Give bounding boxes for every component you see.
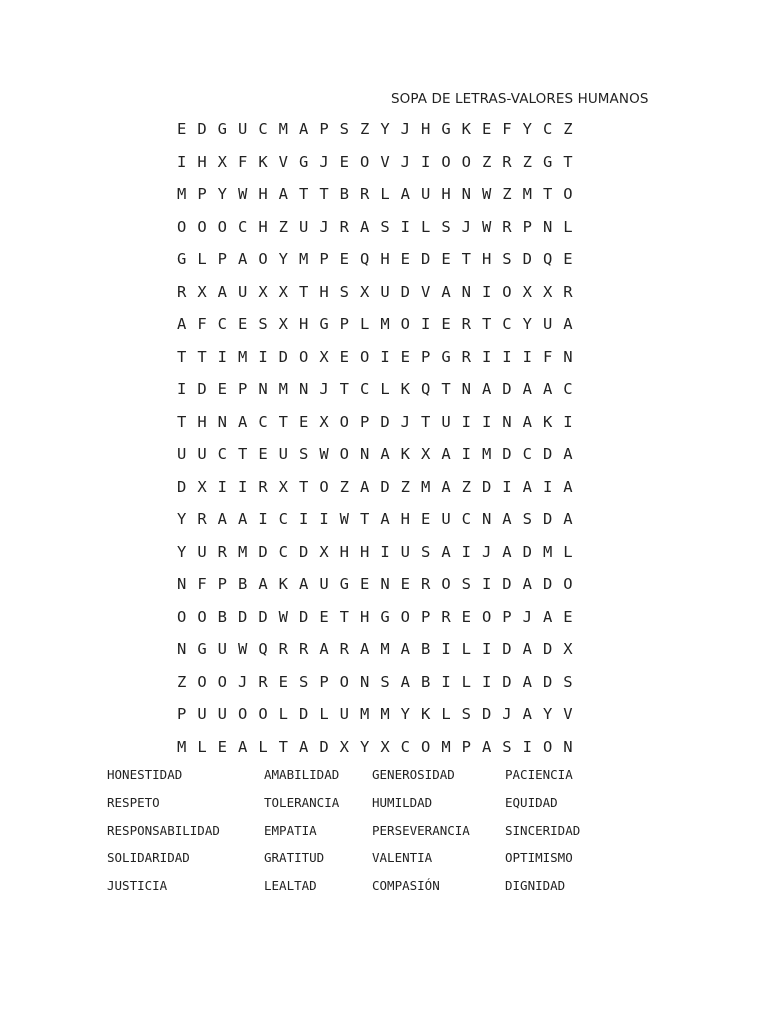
word-list-item: SINCERIDAD — [505, 822, 581, 838]
grid-row: TTIMIDOXEOIEPGRIIIFN — [177, 347, 584, 366]
grid-row: YRAAICIIWTAHEUCNASDA — [177, 510, 584, 528]
letter-grid — [177, 116, 584, 766]
grid-row: MPYWHATTBRLAUHNWZMTO — [177, 185, 584, 203]
grid-row: DXIIRXTOZADZMAZDIAIA — [177, 477, 584, 496]
grid-row: AFCESXHGPLMOIERTCYUA — [177, 315, 584, 333]
grid-row: YURMDCDXHHIUSAIJADML — [177, 542, 584, 561]
grid-row: RXAUXXTHSXUDVANIOXXR — [177, 282, 584, 301]
word-list-item: TOLERANCIA — [264, 794, 340, 810]
grid-row: OOOCHZUJRASILSJWRPNL — [177, 217, 584, 236]
grid-row: ZOOJRESPONSABILIDADS — [177, 672, 584, 691]
grid-row: PUUOOLDLUMMYKLSDJAYV — [177, 705, 584, 723]
grid-row: MLEALTADXYXCOMPASION — [177, 737, 584, 756]
word-list-item: DIGNIDAD — [505, 878, 566, 894]
word-list-item: SOLIDARIDAD — [107, 850, 190, 866]
word-list-item: PACIENCIA — [505, 767, 573, 782]
word-list-item: HONESTIDAD — [107, 767, 183, 782]
word-list-item: EQUIDAD — [505, 794, 558, 810]
word-list-item: AMABILIDAD — [264, 767, 340, 782]
grid-row: NGUWQRRARAMABILIDADX — [177, 640, 584, 658]
grid-row: NFPBAKAUGENEROSIDADO — [177, 575, 584, 593]
page-title: SOPA DE LETRAS-VALORES HUMANOS — [391, 91, 649, 107]
word-list-item: RESPONSABILIDAD — [107, 822, 220, 838]
word-list-item: OPTIMISMO — [505, 850, 573, 866]
grid-row: OOBDDWDETHGOPREOPJAE — [177, 607, 584, 626]
grid-row: EDGUCMAPSZYJHGKEFYCZ — [177, 120, 584, 138]
word-list-item: JUSTICIA — [107, 878, 168, 894]
grid-row: UUCTEUSWONAKXAIMDCDA — [177, 445, 584, 463]
word-list-item: GRATITUD — [264, 850, 325, 866]
grid-row: IDEPNMNJTCLKQTNADAAC — [177, 380, 584, 398]
word-list-item: HUMILDAD — [372, 794, 433, 810]
grid-row: IHXFKVGJEOVJIOOZRZGT — [177, 152, 584, 171]
grid-row: THNACTEXOPDJTUIINAKI — [177, 412, 584, 431]
word-list-item: COMPASIÓN — [372, 878, 440, 894]
word-list-item: GENEROSIDAD — [372, 767, 455, 782]
word-list-item: LEALTAD — [264, 878, 317, 894]
word-list-item: PERSEVERANCIA — [372, 822, 470, 838]
grid-row: GLPAOYMPEQHEDETHSDQE — [177, 250, 584, 268]
word-list — [107, 765, 605, 904]
word-list-item: EMPATIA — [264, 822, 317, 838]
word-list-item: VALENTIA — [372, 850, 433, 866]
word-list-item: RESPETO — [107, 794, 160, 810]
